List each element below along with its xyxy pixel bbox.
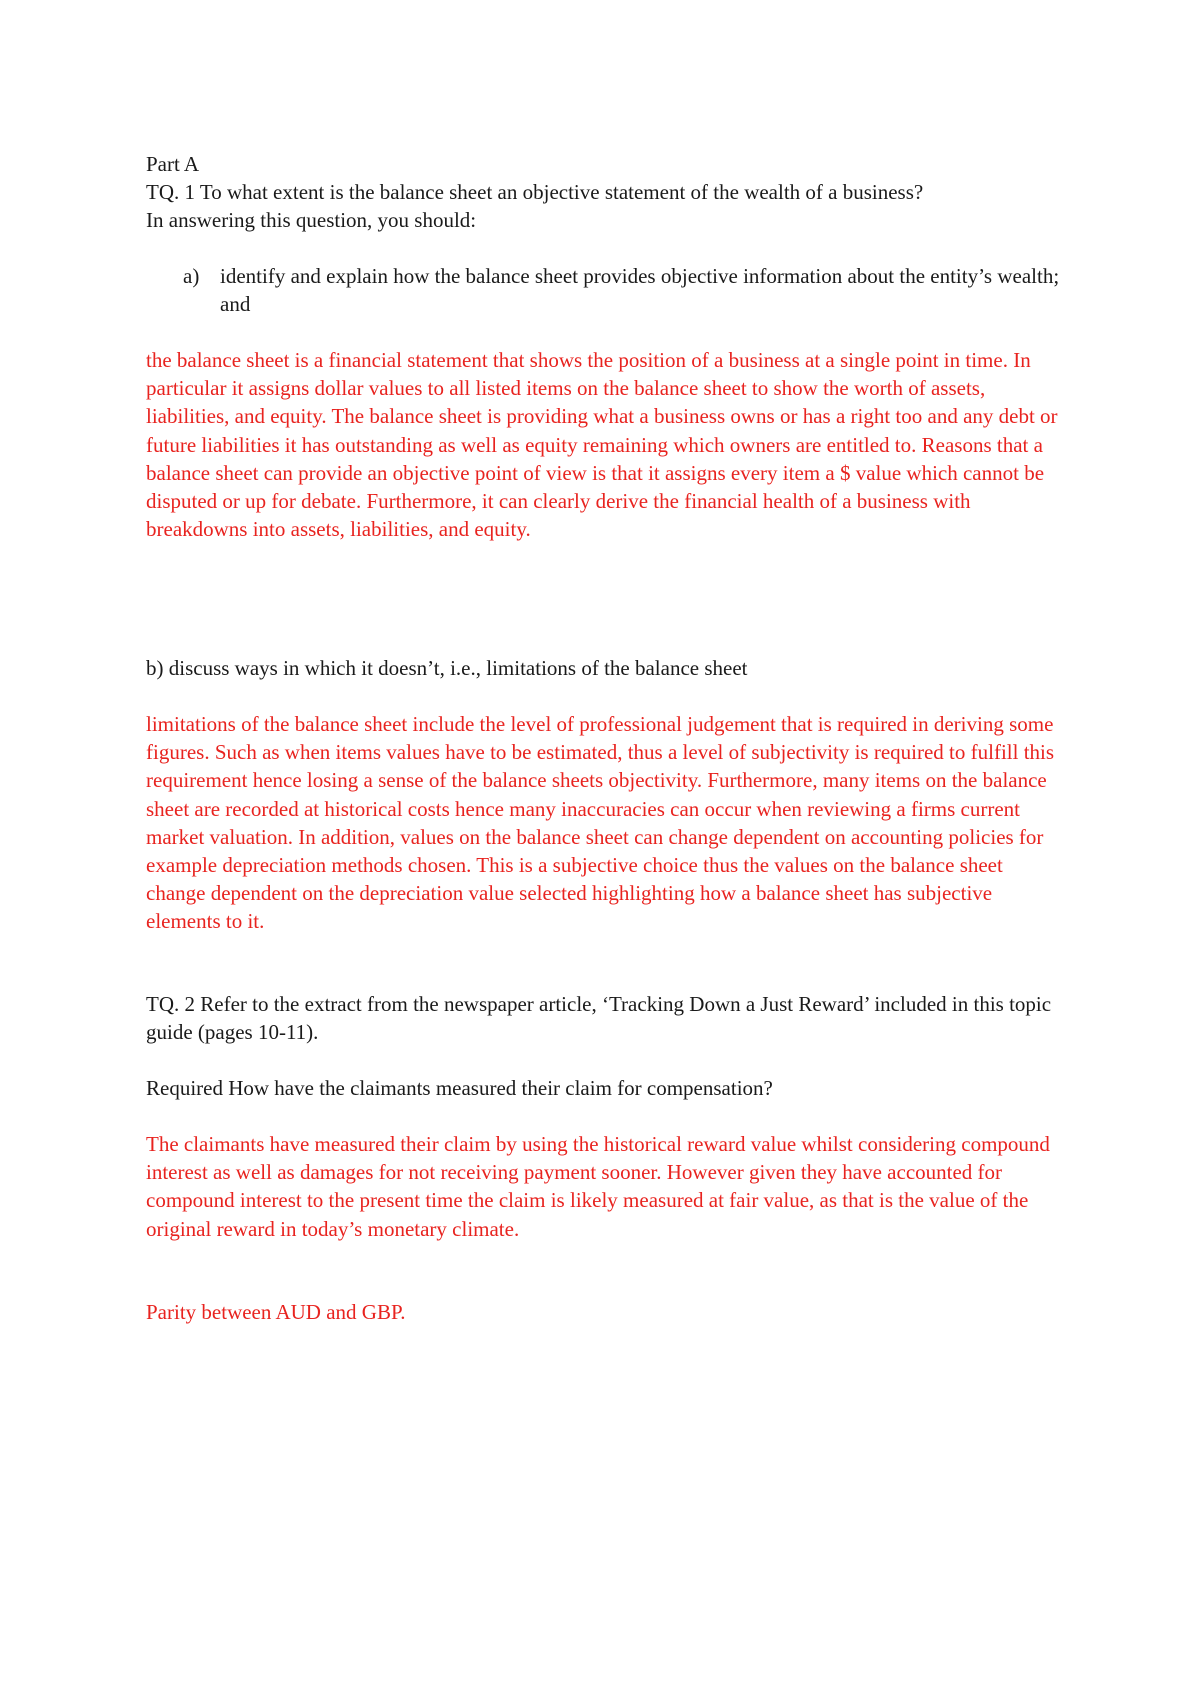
part-heading: Part A <box>146 152 200 176</box>
tq2-answer-note: Parity between AUD and GBP. <box>146 1300 406 1324</box>
tq1-item-b: b) discuss ways in which it doesn’t, i.e., limitations of the balance sheet <box>146 656 748 680</box>
item-a-text: identify and explain how the balance sheet provides objective information about the entity’s wealth; and <box>220 264 1060 317</box>
tq2-required: Required How have the claimants measured their claim for compensation? <box>146 1076 773 1100</box>
tq2-answer: The claimants have measured their claim by using the historical reward value whilst considering compound interest as well as damages for not receiving payment sooner. However given they have accounted for compound interest to the present time the claim is likely measured at fair value, as that is the value of the original reward in today’s monetary climate. <box>146 1132 1050 1241</box>
tq1-answer-b: limitations of the balance sheet include the level of professional judgement that is required in deriving some figures. Such as when items values have to be estimated, thus a level of subjectivity is required to fulfill this requirement hence losing a sense of the balance sheets objectivity. Furthermore, many items on the balance sheet are recorded at historical costs hence many inaccuracies can occur when reviewing a firms current market valuation. In addition, values on the balance sheet can change dependent on accounting policies for example depreciation methods chosen. This is a subjective choice thus the values on the balance sheet change dependent on the depreciation value selected highlighting how a balance sheet has subjective elements to it. <box>146 712 1055 934</box>
tq1-answer-a: the balance sheet is a financial statement that shows the position of a business at a single point in time. In particular it assigns dollar values to all listed items on the balance sheet to show the worth of assets, liabilities, and equity. The balance sheet is providing what a business owns or has a right too and any debt or future liabilities it has outstanding as well as equity remaining which owners are entitled to. Reasons that a balance sheet can provide an objective point of view is that it assigns every item a $ value which cannot be disputed or up for debate. Furthermore, it can clearly derive the financial health of a business with breakdowns into assets, liabilities, and equity. <box>146 348 1058 542</box>
item-a-marker: a) <box>183 264 200 288</box>
tq1-question: TQ. 1 To what extent is the balance sheet an objective statement of the wealth of a business? <box>146 180 924 204</box>
tq1-item-a <box>146 262 1066 320</box>
tq1-instruction: In answering this question, you should: <box>146 208 477 232</box>
tq2-question: TQ. 2 Refer to the extract from the newspaper article, ‘Tracking Down a Just Reward’ included in this topic guide (pages 10-11). <box>146 992 1052 1045</box>
